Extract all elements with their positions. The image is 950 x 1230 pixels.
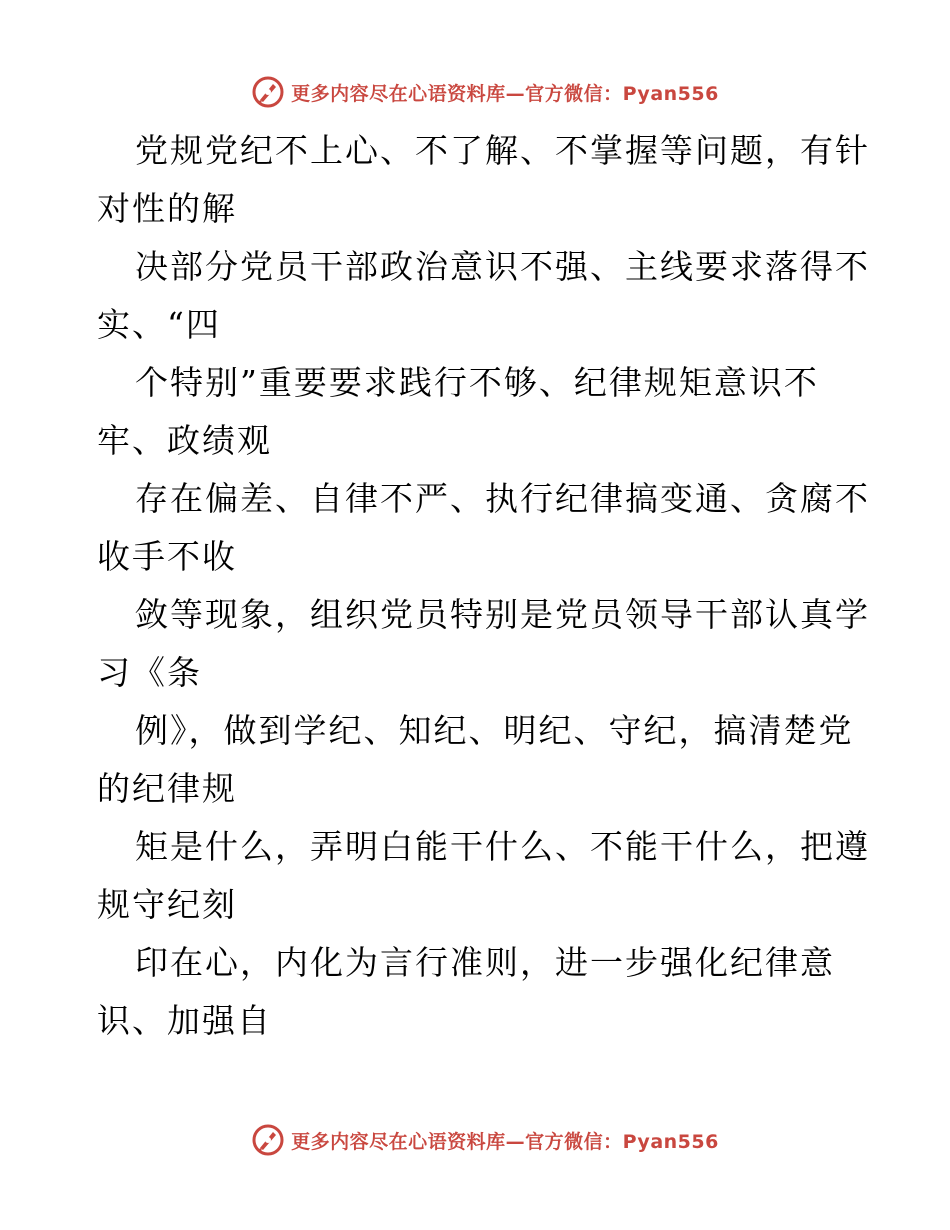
quill-pen-logo-icon xyxy=(251,75,285,109)
footer-banner-text: 更多内容尽在心语资料库—官方微信：Pyan556 xyxy=(291,1130,719,1153)
body-line: 存在偏差、自律不严、执行纪律搞变通、贪腐不 xyxy=(135,479,870,518)
body-line: 对性的解 xyxy=(97,189,237,228)
footer-banner-inner xyxy=(231,1123,719,1157)
quill-pen-logo-icon xyxy=(251,1123,285,1157)
body-line: 印在心，内化为言行准则，进一步强化纪律意 xyxy=(135,943,835,982)
body-line: 例》，做到学纪、知纪、明纪、守纪，搞清楚党 xyxy=(135,711,854,750)
body-line: 敛等现象，组织党员特别是党员领导干部认真学 xyxy=(135,595,870,634)
body-line: 实、“四 xyxy=(97,305,221,344)
body-line: 党规党纪不上心、不了解、不掌握等问题，有针 xyxy=(135,131,870,170)
document-body xyxy=(97,122,877,1050)
body-line: 识、加强自 xyxy=(97,1001,272,1040)
body-line: 的纪律规 xyxy=(97,769,237,808)
header-banner-inner xyxy=(231,75,719,109)
body-line: 习《条 xyxy=(97,653,202,692)
body-line: 个特别”重要要求践行不够、纪律规矩意识不 xyxy=(135,363,819,402)
body-line: 决部分党员干部政治意识不强、主线要求落得不 xyxy=(135,247,870,286)
body-line: 牢、政绩观 xyxy=(97,421,272,460)
body-line: 规守纪刻 xyxy=(97,885,237,924)
footer-banner xyxy=(0,1120,950,1160)
header-banner xyxy=(0,72,950,112)
header-banner-text: 更多内容尽在心语资料库—官方微信：Pyan556 xyxy=(291,82,719,105)
body-line: 矩是什么，弄明白能干什么、不能干什么，把遵 xyxy=(135,827,870,866)
body-line: 收手不收 xyxy=(97,537,237,576)
